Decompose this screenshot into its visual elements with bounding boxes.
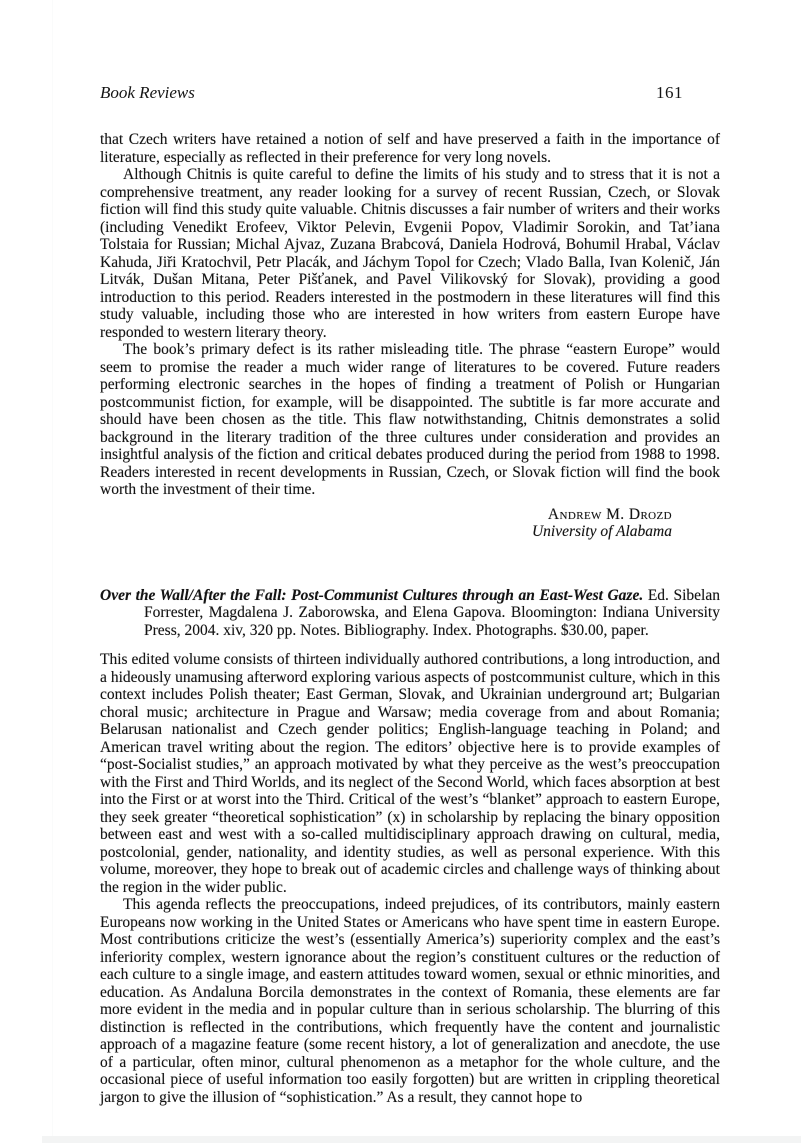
scan-strip-artifact [42, 1136, 801, 1143]
reviewer-name: Andrew M. Drozd [547, 505, 672, 523]
reviewer-affiliation: University of Alabama [531, 523, 672, 540]
running-header-title: Book Reviews [100, 83, 195, 102]
review-chitnis-continuation [100, 131, 720, 541]
review-paragraph: The book’s primary defect is its rather misleading title. The phrase “eastern Europe” would seem to promise the reader a much wider range of literatures to be covered. Future readers performing electronic searches in the hopes of finding a treatment of Polish or Hungarian postcommunist fiction, for example, will be disappointed. The subtitle is far more accurate and should have been chosen as the title. This flaw notwithstanding, Chitnis demonstrates a solid background in the literary tradition of the three cultures under consideration and provides an insightful analysis of the fiction and critical debates produced during the period from 1988 to 1998. Readers interested in recent developments in Russian, Czech, or Slovak fiction will find the book worth the investment of their time. [100, 341, 720, 498]
review-paragraph: This edited volume consists of thirteen individually authored contributions, a long introduction, and a hideously unamusing afterword exploring various aspects of postcommunist culture, which in this context includes Polish theater; East German, Slovak, and Ukrainian underground art; Bulgarian choral music; architecture in Prague and Warsaw; media coverage from and about Romania; Belarusan nationalist and Czech gender politics; English-language teaching in Poland; and American travel writing about the region. The editors’ objective here is to provide examples of “post-Socialist studies,” an approach motivated by what they perceive as the west’s preoccupation with the First and Third Worlds, and its neglect of the Second World, which faces absorption at best into the First or at worst into the Third. Critical of the west’s “blanket” approach to eastern Europe, they seek greater “theoretical sophistication” (x) in scholarship by replacing the binary opposition between east and west with a so-called multidisciplinary approach drawing on cultural, media, postcolonial, gender, nationality, and identity studies, as well as personal experience. With this volume, moreover, they hope to break out of academic circles and challenge ways of thinking about the region in the wider public. [100, 651, 720, 896]
review-paragraph: Although Chitnis is quite careful to define the limits of his study and to stress that it is not a comprehensive treatment, any reader looking for a survey of recent Russian, Czech, or Slovak fiction will find this study quite valuable. Chitnis discusses a fair number of writers and their works (including Venedikt Erofeev, Viktor Pelevin, Evgenii Popov, Vladimir Sorokin, and Tat’iana Tolstaia for Russian; Michal Ajvaz, Zuzana Brabcová, Daniela Hodrová, Bohumil Hrabal, Václav Kahuda, Jiři Kratochvil, Petr Placák, and Jáchym Topol for Czech; Vlado Balla, Ivan Kolenič, Ján Litvák, Dušan Mitana, Peter Pišťanek, and Pavel Vilikovský for Slovak), providing a good introduction to this period. Readers interested in the postmodern in these literatures will find this study valuable, including those who are interested in how writers from eastern Europe have responded to western literary theory. [100, 166, 720, 341]
review-paragraph: This agenda reflects the preoccupations, indeed prejudices, of its contributors, mainly eastern Europeans now working in the United States or Americans who have spent time in eastern Europe. Most contributions criticize the west’s (essentially America’s) superiority complex and the east’s inferiority complex, western ignorance about the region’s constituent cultures or the reduction of each culture to a single image, and eastern attitudes toward women, sexual or ethnic minorities, and education. As Andaluna Borcila demonstrates in the context of Romania, these elements are far more evident in the media and in popular culture than in serious scholarship. The blurring of this distinction is reflected in the contributions, which frequently have the content and journalistic approach of a magazine feature (some recent history, a lot of generalization and anecdote, the use of a particular, often minor, cultural phenomenon as a metaphor for the whole culture, and the occasional piece of useful information too easily forgotten) but are written in crippling theoretical jargon to give the illusion of “sophistication.” As a result, they cannot hope to [100, 896, 720, 1106]
citation-details: Ed. Sibelan Forrester, Magdalena J. Zaborowska, and Elena Gapova. Bloomington: Indiana University Press, 2004. xiv, 320 pp. Notes. Bibliography. Index. Photographs. $30.00, paper. [144, 586, 720, 639]
page-content [100, 83, 720, 1106]
page-body [100, 131, 720, 1106]
reviewer-signature [100, 506, 720, 541]
review-paragraph: that Czech writers have retained a notion of self and have preserved a faith in the importance of literature, especially as reflected in their preference for very long novels. [100, 131, 720, 166]
scan-edge-artifact [52, 0, 53, 1143]
running-header [100, 83, 720, 103]
page-number: 161 [656, 83, 683, 102]
book-citation [100, 587, 720, 640]
book-title: Over the Wall/After the Fall: Post-Communist Cultures through an East-West Gaze. [100, 586, 644, 604]
review-over-the-wall [100, 587, 720, 1107]
